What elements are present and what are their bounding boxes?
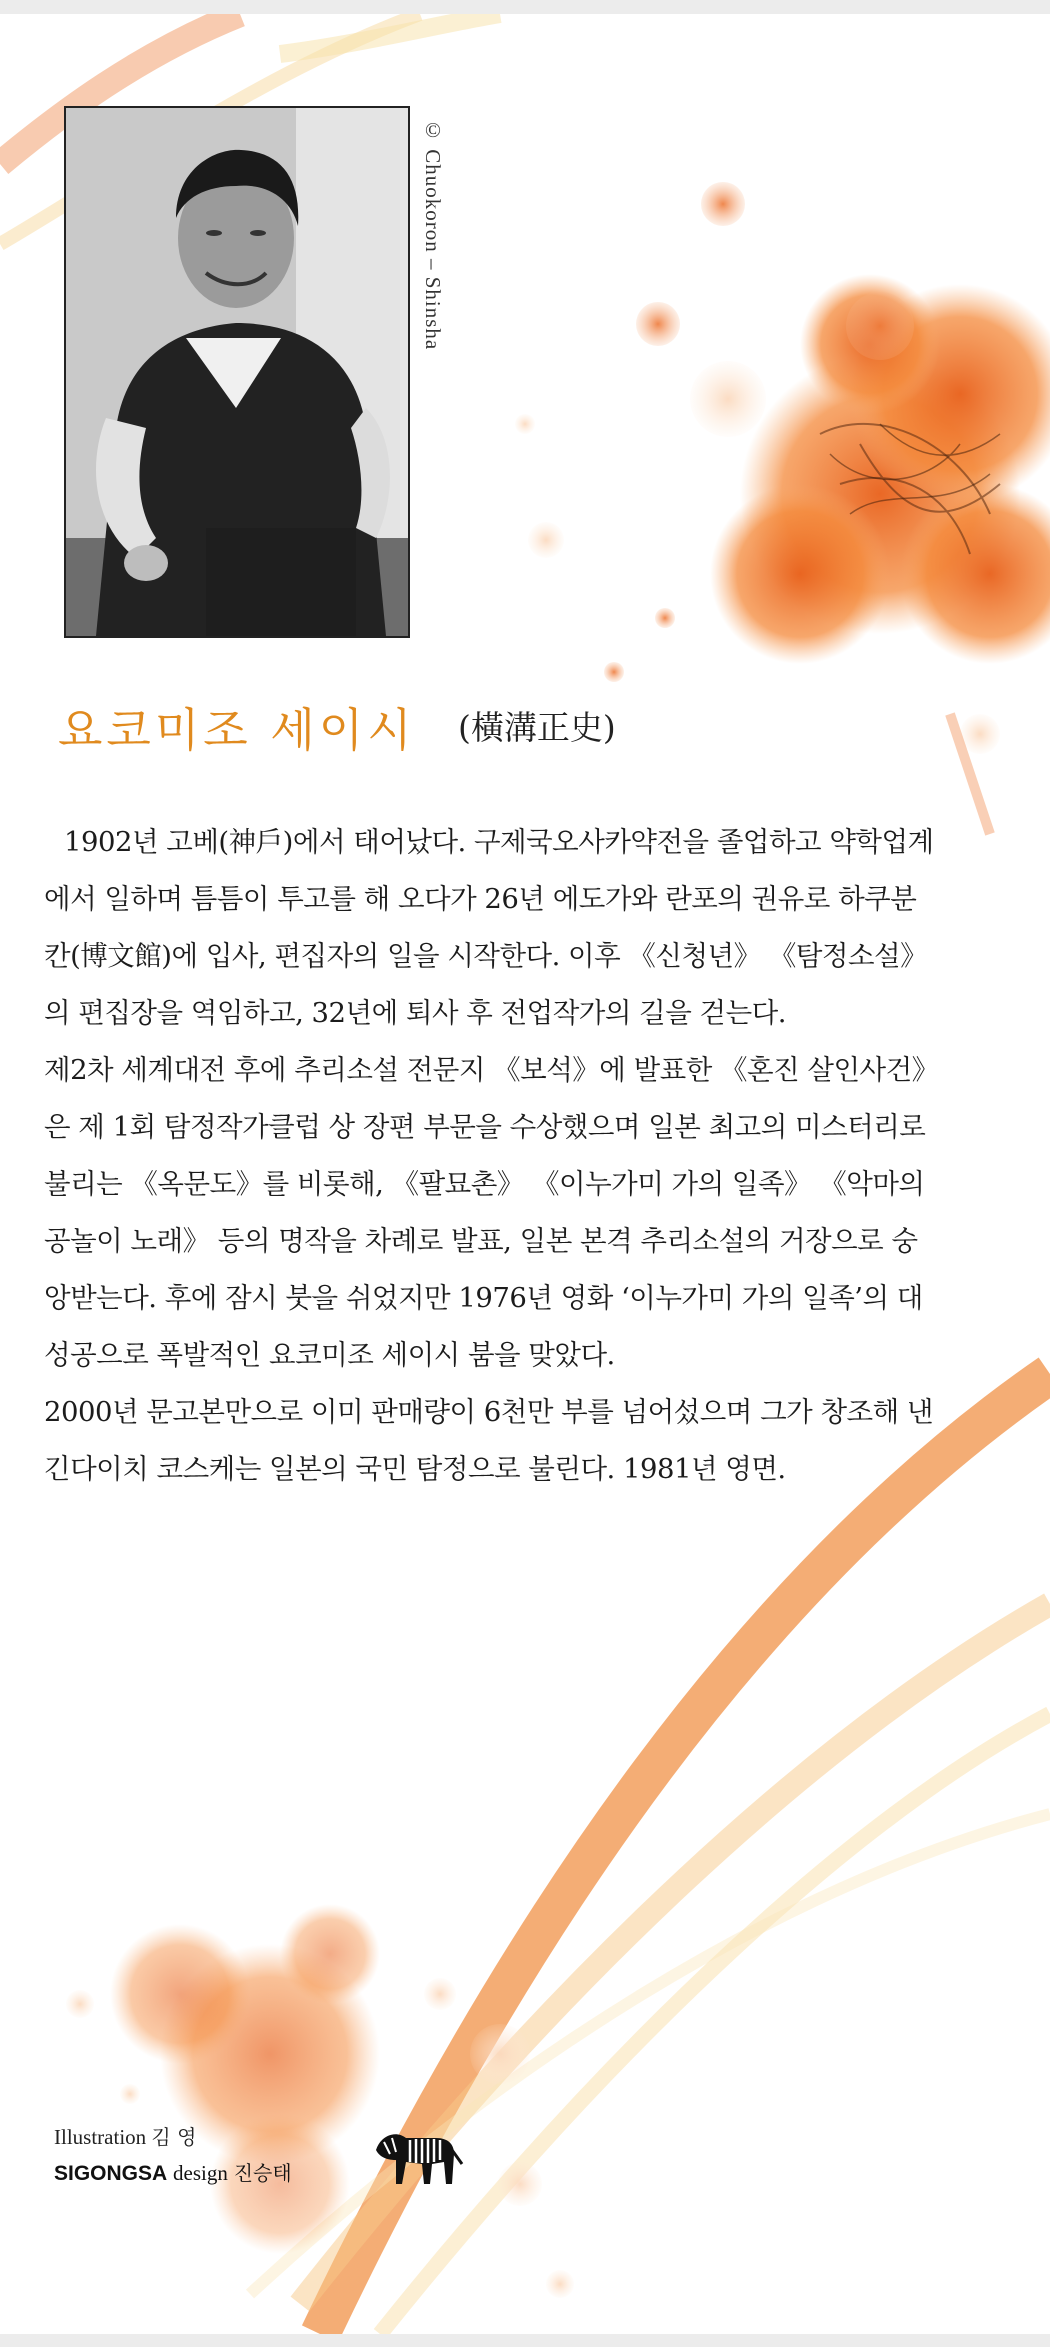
author-name: 요코미조 세이시 <box>58 703 416 757</box>
photo-credit: © Chuokoron – Shinsha <box>421 118 445 351</box>
zebra-logo-icon <box>366 2120 466 2190</box>
publisher-name: SIGONGSA <box>54 2162 168 2185</box>
designer-name: 진승태 <box>233 2161 292 2185</box>
design-credit <box>54 2157 292 2186</box>
author-photo <box>64 106 410 638</box>
illustration-credit <box>54 2121 196 2150</box>
author-biography <box>44 814 934 1498</box>
design-label: design <box>173 2161 228 2185</box>
bio-paragraph: 1902년 고베(神戶)에서 태어났다. 구제국오사카약전을 졸업하고 약학업계에서 일하며 틈틈이 투고를 해 오다가 26년 에도가와 란포의 권유로 하쿠분칸(博文館)에 입사, 편집자의 일을 시작한다. 이후 《신청년》 《탐정소설》의 편집장을 역임하고, 32년에 퇴사 후 전업작가의 길을 걷는다. <box>44 826 934 1029</box>
bio-paragraph: 제2차 세계대전 후에 추리소설 전문지 《보석》에 발표한 《혼진 살인사건》은 제 1회 탐정작가클럽 상 장편 부문을 수상했으며 일본 최고의 미스터리로 불리는 《옥문도》를 비롯해, 《팔묘촌》 《이누가미 가의 일족》 《악마의 공놀이 노래》 등의 명작을 차례로 발표, 일본 본격 추리소설의 거장으로 숭앙받는다. 후에 잠시 붓을 쉬었지만 1976년 영화 ‘이누가미 가의 일족’의 대성공으로 폭발적인 요코미조 세이시 붐을 맞았다. <box>44 1054 926 1371</box>
bio-paragraph: 2000년 문고본만으로 이미 판매량이 6천만 부를 넘어섰으며 그가 창조해 낸 긴다이치 코스케는 일본의 국민 탐정으로 불린다. 1981년 영면. <box>44 1396 933 1485</box>
illustrator-name: 김 영 <box>151 2125 197 2149</box>
book-flap <box>0 14 1050 2334</box>
illustration-label: Illustration <box>54 2125 147 2149</box>
author-name-hanja: (橫溝正史) <box>458 708 616 747</box>
